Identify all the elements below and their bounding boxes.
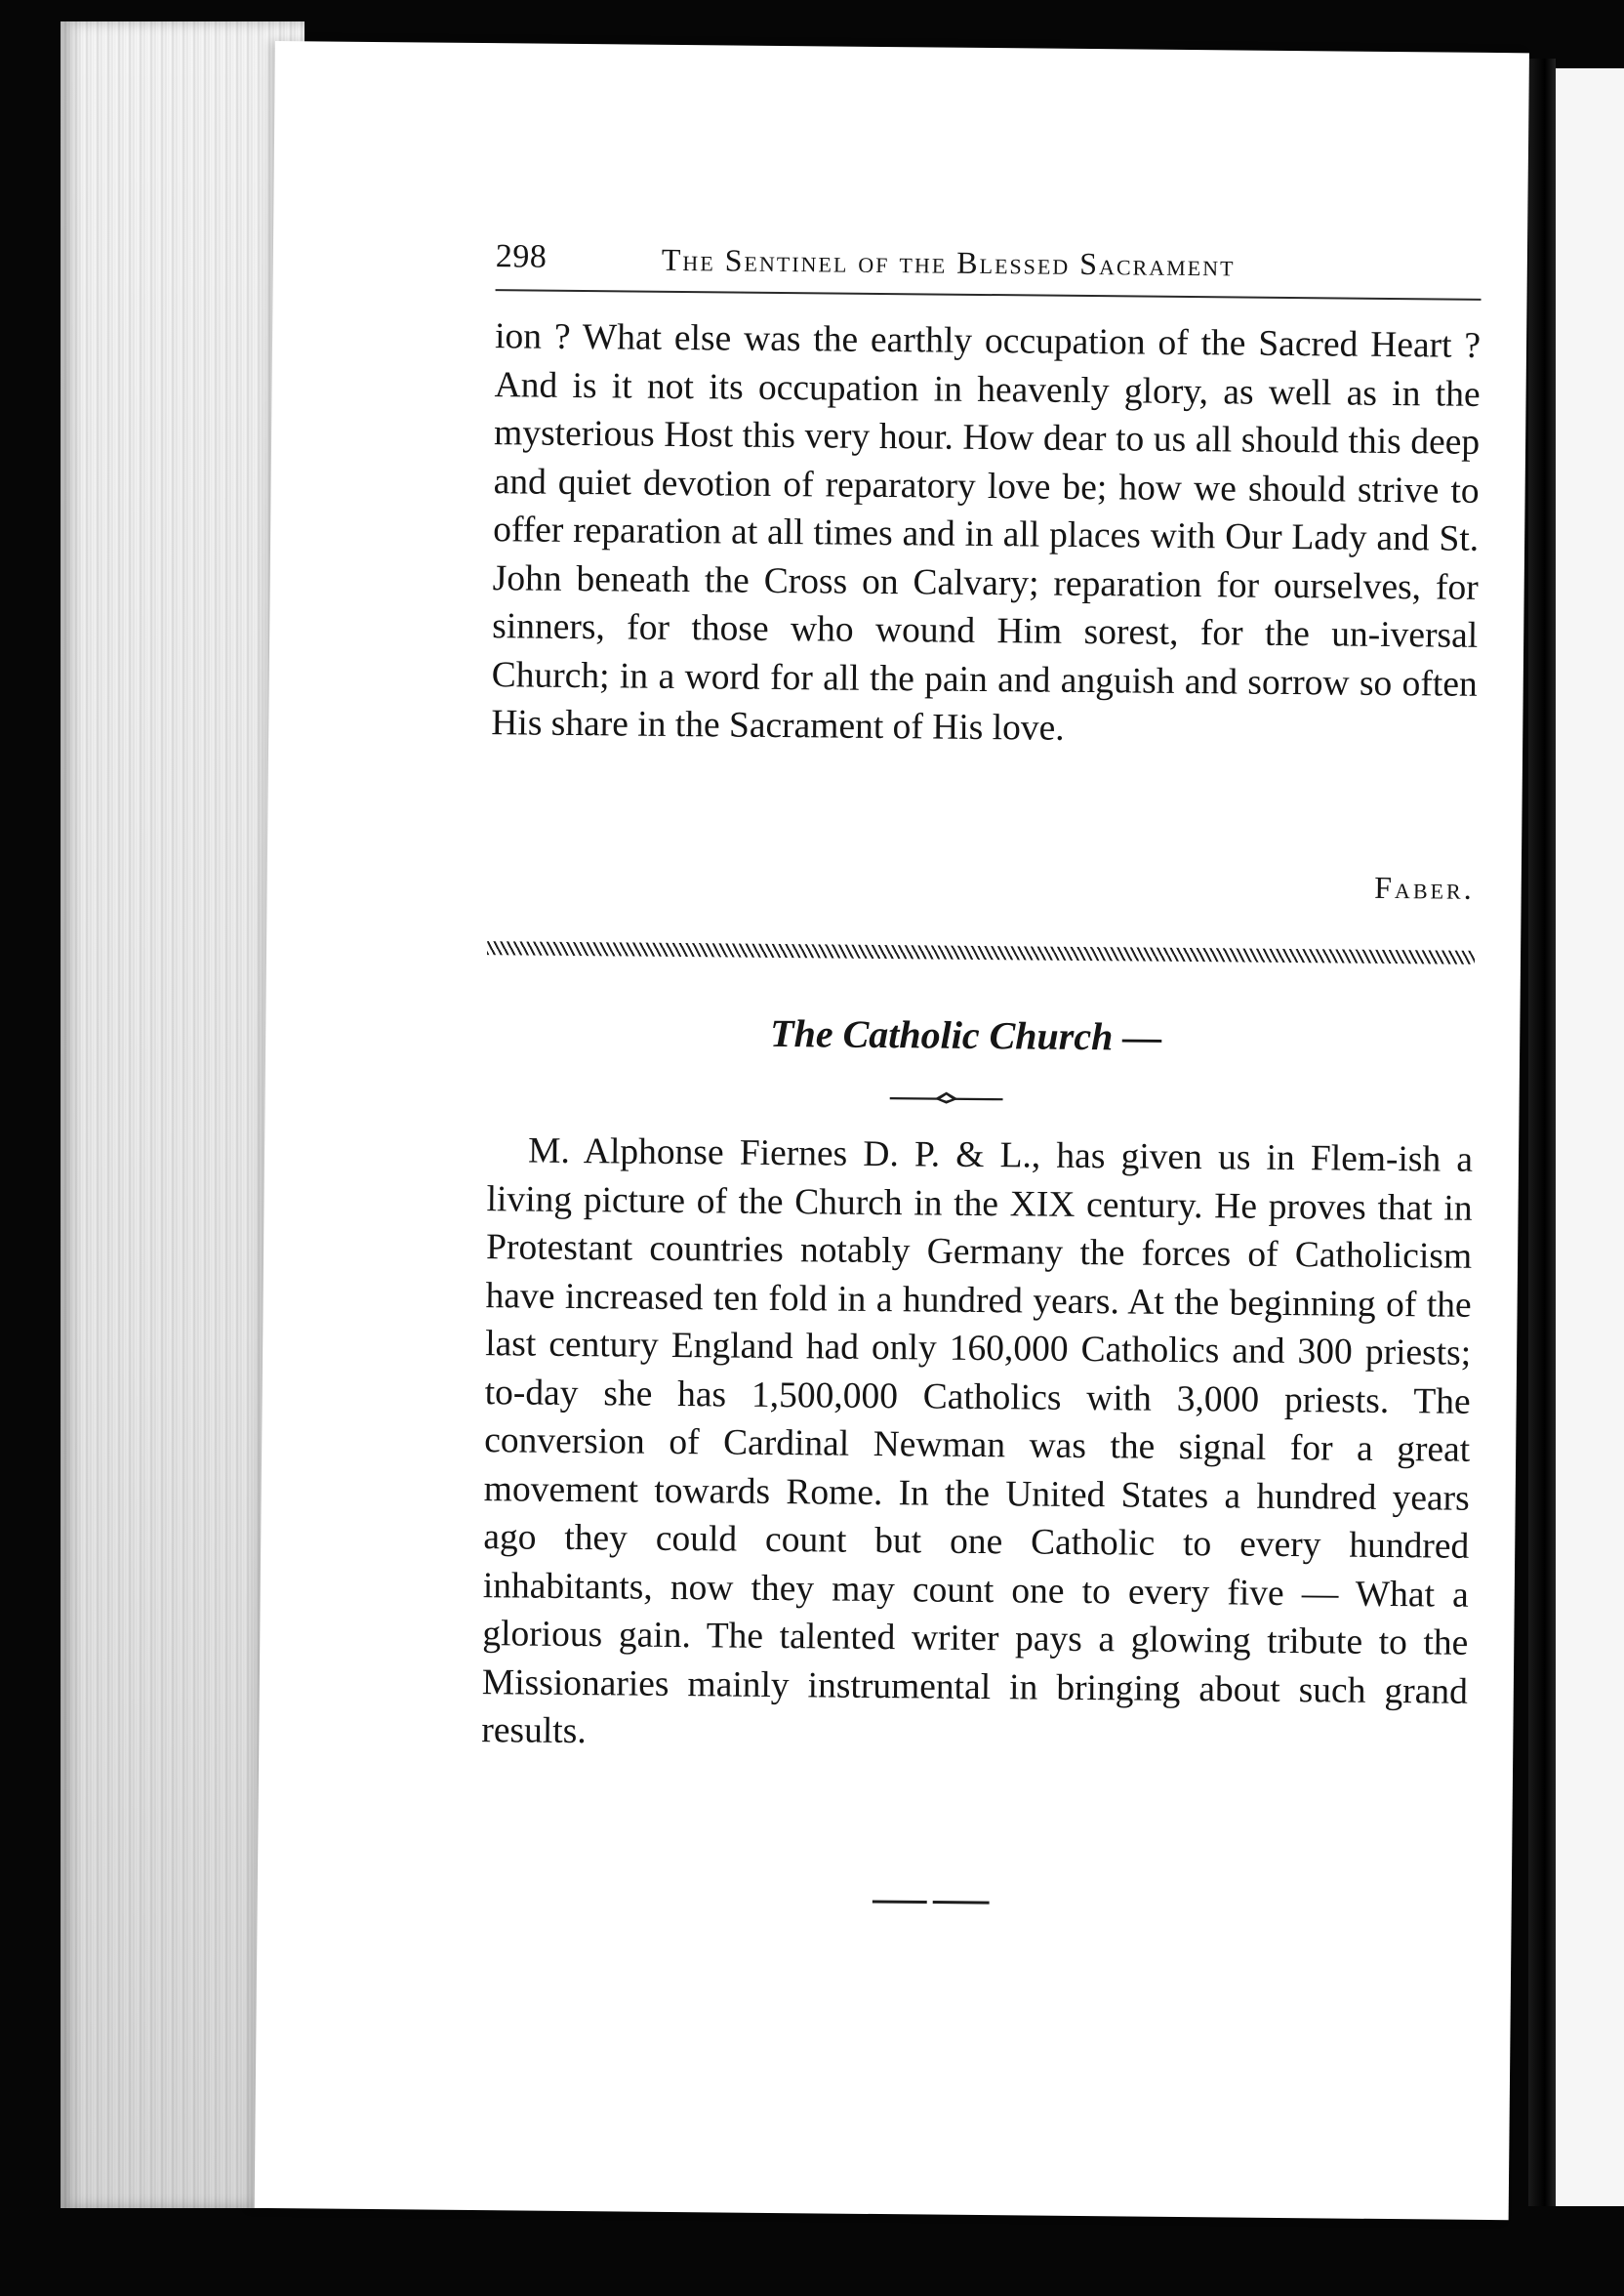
next-page-edge [1556,68,1624,2206]
end-rule [873,1900,990,1905]
book-gutter [1528,59,1556,2206]
article-title: The Catholic Church — [769,1010,1162,1059]
tailpiece-ornament-icon [890,1089,1003,1108]
passage-text: ion ? What else was the earthly occupation of the Sacred Heart ? And is it not its occupation in heavenly glory, as well as in the mysterious Host this very hour. How dear to us all should this deep and quiet devotion of reparatory love be; how we should strive to offer reparation at all times and in all places with Our Lady and St. John beneath the Cross on Calvary; reparation for ourselves, for sinners, for those who wound Him sorest, for the un-iversal Church; in a word for all the pain and anguish and sorrow so often His share in the Sacrament of His love. [491,316,1482,749]
running-header [496,238,1482,301]
book-page [255,41,1529,2220]
author-signature: Faber. [1374,869,1475,906]
page-number: 298 [495,238,548,275]
article-body: M. Alphonse Fiernes D. P. & L., has given us in Flem-ish a living picture of the Church in the XIX century. He proves that in Protestant countries notably Germany the forces of Catholicism have increased ten fold in a hundred years. At the beginning of the last century England had only 160,000 Catholics and 300 priests; to-day she has 1,500,000 Catholics with 3,000 priests. The conversion of Cardinal Newman was the signal for a great movement towards Rome. In the United States a hundred years ago they could count but one Catholic to every hundred inhabitants, now they may count one to every five — What a glorious gain. The talented writer pays a glowing tribute to the Missionaries mainly instrumental in bringing about such grand results. [481,1130,1474,1752]
hatched-divider [487,941,1475,964]
running-title: The Sentinel of the Blessed Sacrament [661,241,1236,283]
